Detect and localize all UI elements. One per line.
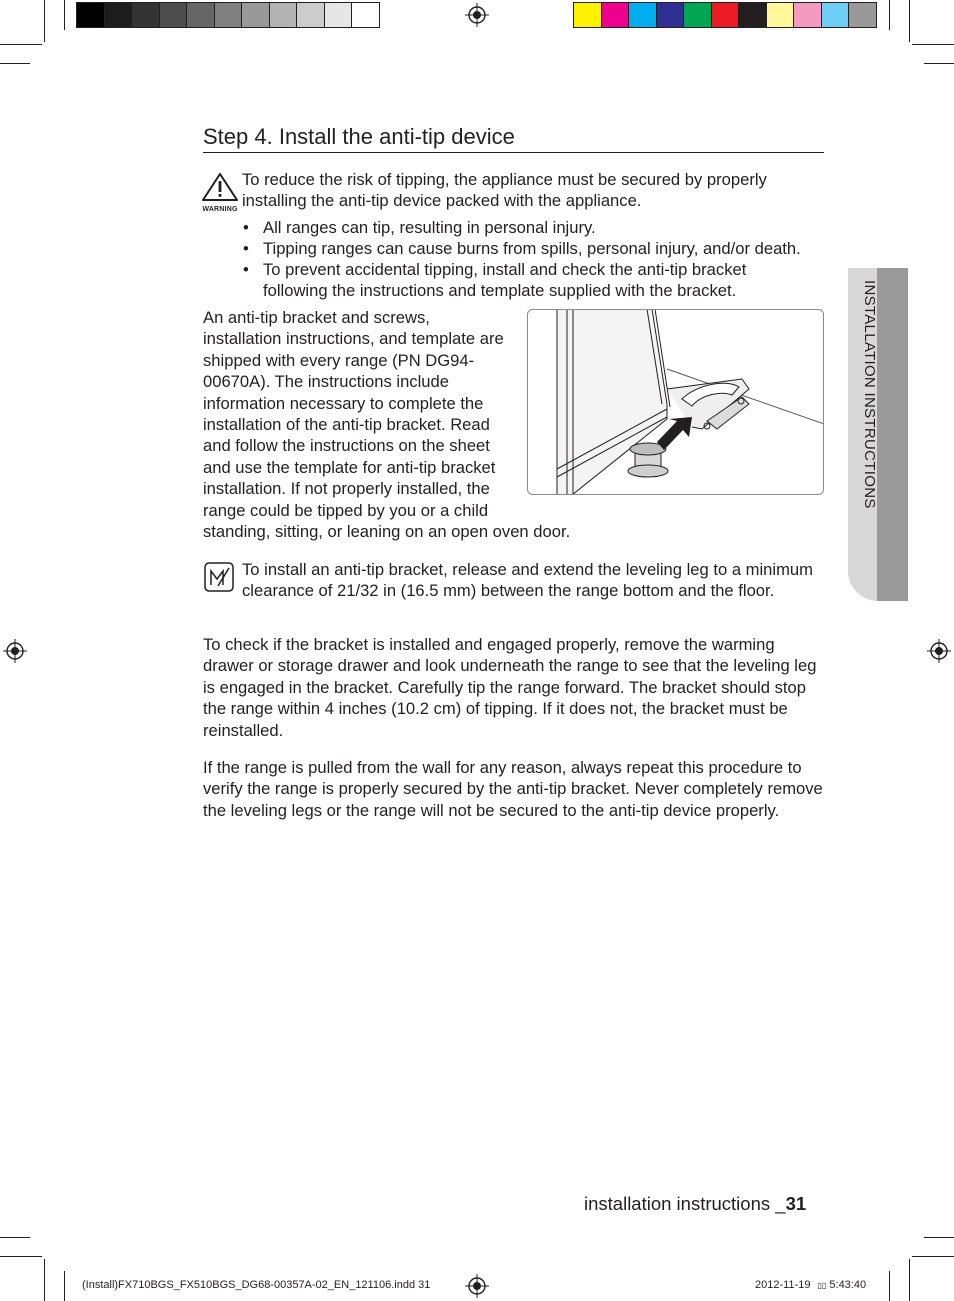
crop-mark	[0, 1237, 30, 1238]
note-icon	[204, 562, 234, 592]
slug-glyph: ▯▯	[817, 1281, 827, 1290]
color-swatch	[324, 2, 353, 28]
color-swatch	[601, 2, 630, 28]
crop-mark	[924, 63, 954, 64]
registration-mark-icon	[927, 639, 951, 663]
color-swatch	[296, 2, 325, 28]
color-swatch	[131, 2, 160, 28]
registration-mark-icon	[465, 3, 489, 27]
color-swatch	[628, 2, 657, 28]
color-swatch	[269, 2, 298, 28]
page-number: 31	[785, 1193, 807, 1214]
warning-text: To reduce the risk of tipping, the appliance must be secured by properly installing the anti-tip device packed with the appliance.	[242, 170, 767, 211]
color-swatch	[351, 2, 380, 28]
registration-mark-icon	[3, 639, 27, 663]
color-swatch	[76, 2, 105, 28]
crop-mark	[889, 1271, 890, 1301]
color-swatch	[104, 2, 133, 28]
body-paragraph-text: An anti-tip bracket and screws, installation instructions, and template are shipped with every range (PN DG94-00670A). The instructions include information necessary to complete the installation of the anti-tip bracket. Read and follow the instructions on the sheet and use the template for anti-tip bracket installation. If not properly installed, the range could be tipped by you or a child standing, sitting, or leaning on an open oven door.	[203, 308, 571, 542]
crop-mark	[912, 1256, 954, 1257]
crop-mark	[889, 0, 890, 30]
color-swatch	[214, 2, 243, 28]
crop-mark	[44, 1259, 45, 1301]
crop-mark	[909, 0, 910, 42]
footer-section: installation instructions _	[584, 1193, 786, 1214]
crop-mark	[0, 44, 42, 45]
warning-label: WARNING	[202, 206, 238, 213]
slug-date-text: 2012-11-19	[755, 1279, 811, 1291]
crop-mark	[44, 0, 45, 42]
registration-mark-icon	[465, 1274, 489, 1298]
slug-date	[755, 1279, 866, 1291]
color-swatch	[766, 2, 795, 28]
color-swatch	[821, 2, 850, 28]
body-paragraph	[203, 307, 823, 542]
crop-mark	[64, 1271, 65, 1301]
warning-icon	[200, 172, 240, 212]
list-item-text: To prevent accidental tipping, install and check the anti-tip bracket following the instructions and template supplied with the bracket.	[263, 260, 747, 301]
list-item-text: All ranges can tip, resulting in personal injury.	[263, 218, 596, 237]
color-swatch	[656, 2, 685, 28]
body-paragraph: If the range is pulled from the wall for any reason, always repeat this procedure to verify the range is properly secured by the anti-tip bracket. Never completely remove the leveling legs or the range will not be secured to the anti-tip device properly.	[203, 758, 823, 820]
color-swatch	[848, 2, 877, 28]
page-footer	[584, 1193, 806, 1215]
crop-mark	[64, 0, 65, 30]
color-swatch	[159, 2, 188, 28]
color-swatch	[241, 2, 270, 28]
crop-mark	[0, 63, 30, 64]
color-swatch	[793, 2, 822, 28]
color-swatch	[683, 2, 712, 28]
color-swatch	[711, 2, 740, 28]
color-swatch	[738, 2, 767, 28]
page-title: Step 4. Install the anti-tip device	[203, 124, 824, 153]
section-side-tab	[848, 268, 908, 601]
body-paragraph: To check if the bracket is installed and engaged properly, remove the warming drawer or storage drawer and look underneath the range to see that the leveling leg is engaged in the bracket. Carefully tip the range forward. The bracket should stop the range within 4 inches (10.2 cm) of tipping. If it does not, the bracket must be reinstalled.	[203, 635, 817, 740]
slug-file-info: (Install)FX710BGS_FX510BGS_DG68-00357A-02_EN_121106.indd 31	[82, 1279, 431, 1291]
crop-mark	[0, 1256, 42, 1257]
color-swatch	[573, 2, 602, 28]
color-swatch	[186, 2, 215, 28]
slug-time: 5:43:40	[829, 1279, 867, 1291]
crop-mark	[924, 1237, 954, 1238]
crop-mark	[909, 1259, 910, 1301]
crop-mark	[912, 44, 954, 45]
note-text: To install an anti-tip bracket, release and extend the leveling leg to a minimum clearance of 21/32 in (16.5 mm) between the range bottom and the floor.	[242, 560, 813, 601]
section-side-tab-label: INSTALLATION INSTRUCTIONS	[861, 280, 878, 509]
list-item-text: Tipping ranges can cause burns from spills, personal injury, and/or death.	[263, 239, 801, 258]
